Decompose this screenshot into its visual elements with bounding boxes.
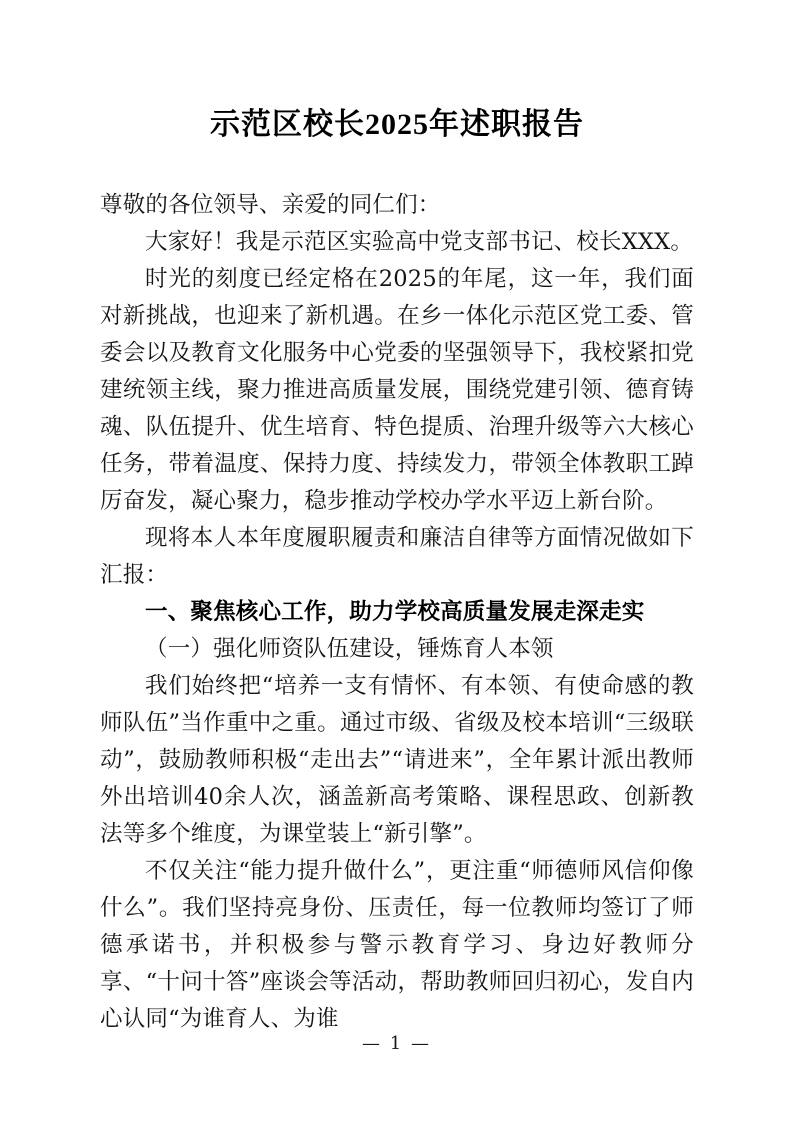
paragraph-teacher-ethics: 不仅关注“能力提升做什么”，更注重“师德师风信仰像什么”。我们坚持亮身份、压责任，每一位教师均签订了师德承诺书，并积极参与警示教育学习、身边好教师分享、“十问十答”座谈会等活动，帮助教师回归初心，发自内心认同“为谁育人、为谁 [100,858,694,1032]
document-body [100,145,694,1038]
paragraph-overview: 时光的刻度已经定格在2025的年尾，这一年，我们面对新挑战，也迎来了新机遇。在乡一体化示范区党工委、管委会以及教育文化服务中心党委的坚强领导下，我校紧扣党建统领主线，聚力推进高质量发展，围绕党建引领、德育铸魂、队伍提升、优生培育、特色提质、治理升级等六大核心任务，带着温度、保持力度、持续发力，带领全体教职工踔厉奋发，凝心聚力，稳步推动学校办学水平迈上新台阶。 [100,266,694,514]
document-content [100,0,694,1038]
paragraph-report-intro: 现将本人本年度履职履责和廉洁自律等方面情况做如下汇报： [100,525,694,588]
page-footer: — 1 — [362,1033,431,1054]
subsection-heading-one-a: （一）强化师资队伍建设，锤炼育人本领 [145,636,554,662]
section-heading-one: 一、聚焦核心工作，助力学校高质量发展走深走实 [145,599,645,625]
page-title: 示范区校长2025年述职报告 [210,108,584,141]
salutation-line: 尊敬的各位领导、亲爱的同仁们： [100,192,441,218]
paragraph-greeting: 大家好！我是示范区实验高中党支部书记、校长XXX。 [145,229,694,255]
paragraph-teacher-training: 我们始终把“培养一支有情怀、有本领、有使命感的教师队伍”当作重中之重。通过市级、省级及校本培训“三级联动”，鼓励教师积极“走出去”“请进来”，全年累计派出教师外出培训40余人次，涵盖新高考策略、课程思政、创新教法等多个维度，为课堂装上“新引擎”。 [100,673,694,847]
